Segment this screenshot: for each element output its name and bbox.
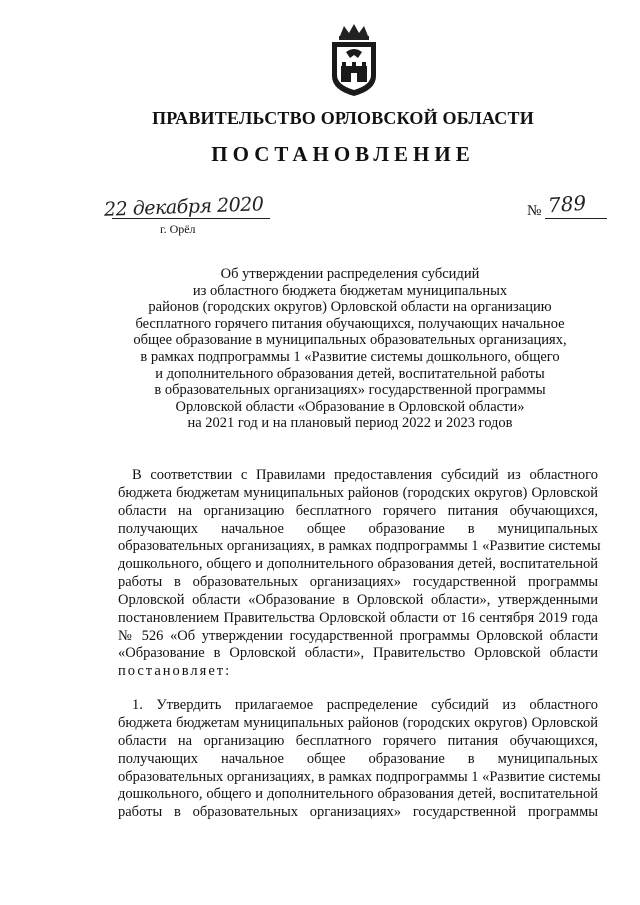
title-line: и дополнительного образования детей, воспитательной работы	[155, 365, 545, 382]
title-line: бесплатного горячего питания обучающихся, получающих начальное	[135, 315, 565, 332]
paragraph-1-line: дошкольного, общего и дополнительного образования детей, воспитательной	[118, 556, 598, 573]
city-label: г. Орёл	[160, 222, 196, 236]
paragraph-1-line: № 526 «Об утверждении государственной программы Орловской области	[118, 627, 598, 644]
title-line: общее образование в муниципальных образовательных организациях,	[133, 332, 567, 349]
title-line: Орловской области «Образование в Орловской области»	[175, 398, 525, 415]
paragraph-1-line: работы в образовательных организациях» государственной программы	[118, 574, 598, 591]
paragraph-2-line: работы в образовательных организациях» государственной программы	[118, 804, 598, 821]
paragraph-1-line: бюджета бюджетам муниципальных районов (городских округов) Орловской	[118, 484, 598, 501]
number-underline	[545, 218, 607, 219]
organization-heading: ПРАВИТЕЛЬСТВО ОРЛОВСКОЙ ОБЛАСТИ	[152, 108, 534, 128]
title-line: в образовательных организациях» государственной программы	[154, 382, 546, 399]
title-line: районов (городских округов) Орловской области на организацию	[148, 299, 552, 316]
document-title	[60, 266, 640, 432]
paragraph-2-line: 1. Утвердить прилагаемое распределение субсидий из областного	[132, 697, 598, 714]
number-label: №	[527, 203, 542, 219]
document-body	[118, 467, 601, 822]
paragraph-2-line: области на организацию бесплатного горячего питания обучающихся,	[118, 732, 598, 749]
title-line: на 2021 год и на плановый период 2022 и 2023 годов	[187, 415, 513, 432]
paragraph-1-line: Орловской области «Образование в Орловской области», утвержденными	[118, 591, 598, 608]
title-line: Об утверждении распределения субсидий	[220, 266, 480, 282]
resolution-word: постановляет:	[118, 663, 232, 680]
paragraph-1-line: В соответствии с Правилами предоставления субсидий из областного	[132, 467, 598, 483]
coat-of-arms-icon	[328, 22, 380, 98]
paragraph-1-line: области на организацию бесплатного горячего питания обучающихся,	[118, 502, 598, 519]
title-line: в рамках подпрограммы 1 «Развитие системы дошкольного, общего	[140, 348, 560, 365]
handwritten-date: 22 декабря 2020	[103, 193, 264, 221]
handwritten-number: 789	[547, 190, 587, 218]
date-underline	[112, 218, 270, 219]
paragraph-1-line: образовательных организациях, в рамках подпрограммы 1 «Развитие системы	[118, 538, 601, 555]
paragraph-2-line: дошкольного, общего и дополнительного образования детей, воспитательной	[118, 786, 598, 803]
title-line: из областного бюджета бюджетам муниципальных	[192, 282, 508, 299]
paragraph-1-line: получающих начальное общее образование в муниципальных	[118, 520, 598, 537]
document-type-heading: ПОСТАНОВЛЕНИЕ	[211, 142, 475, 166]
paragraph-1-line: «Образование в Орловской области», Правительство Орловской области	[118, 645, 598, 662]
paragraph-1-line: постановлением Правительства Орловской области от 16 сентября 2019 года	[118, 609, 598, 626]
paragraph-2-line: образовательных организациях, в рамках подпрограммы 1 «Развитие системы	[118, 768, 601, 785]
paragraph-2-line: бюджета бюджетам муниципальных районов (городских округов) Орловской	[118, 714, 598, 731]
paragraph-2-line: получающих начальное общее образование в муниципальных	[118, 750, 598, 767]
